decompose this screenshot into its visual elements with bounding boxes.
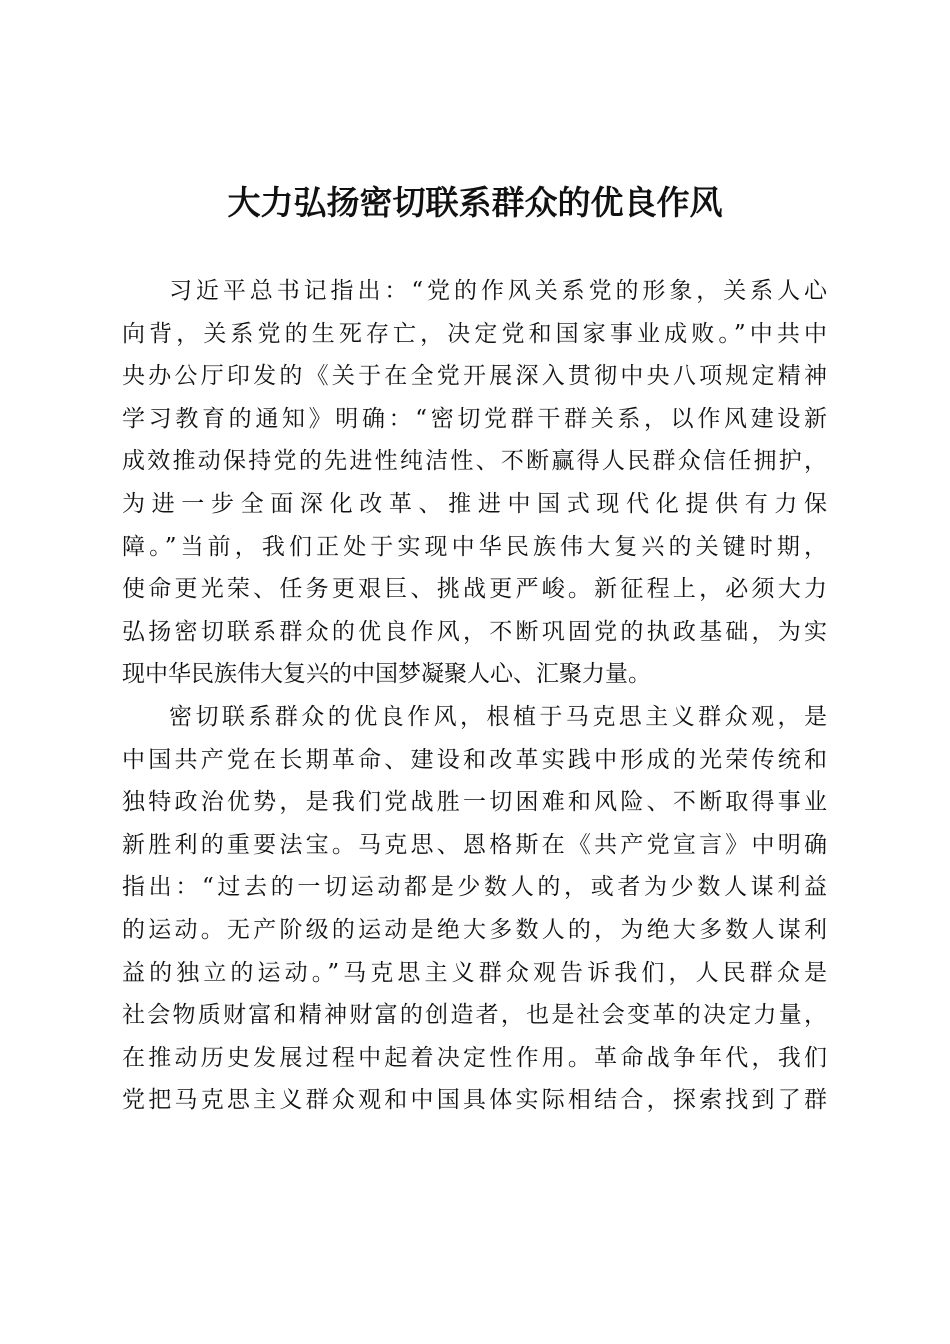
paragraph-2-line: 益的独立的运动。”马克思主义群众观告诉我们，人民群众是	[122, 959, 827, 986]
paragraph-1-line: 为进一步全面深化改革、推进中国式现代化提供有力保	[122, 490, 827, 517]
paragraph-2-line: 独特政治优势，是我们党战胜一切困难和风险、不断取得事业	[122, 789, 827, 816]
document-body	[122, 270, 827, 1122]
paragraph-2-line: 的运动。无产阶级的运动是绝大多数人的，为绝大多数人谋利	[122, 916, 827, 943]
paragraph-2-line: 中国共产党在长期革命、建设和改革实践中形成的光荣传统和	[122, 746, 827, 773]
paragraph-1-line: 障。”当前，我们正处于实现中华民族伟大复兴的关键时期，	[122, 533, 827, 560]
paragraph-1-line: 现中华民族伟大复兴的中国梦凝聚人心、汇聚力量。	[122, 661, 651, 688]
paragraph-2-line: 密切联系群众的优良作风，根植于马克思主义群众观，是	[169, 703, 827, 730]
paragraph-1-line: 成效推动保持党的先进性纯洁性、不断赢得人民群众信任拥护，	[122, 448, 827, 475]
paragraph-1-line: 习近平总书记指出：“党的作风关系党的形象，关系人心	[169, 278, 827, 304]
paragraph-2-line: 社会物质财富和精神财富的创造者，也是社会变革的决定力量，	[122, 1002, 827, 1029]
paragraph-1-line: 使命更光荣、任务更艰巨、挑战更严峻。新征程上，必须大力	[122, 576, 827, 603]
paragraph-2-line: 党把马克思主义群众观和中国具体实际相结合，探索找到了群	[122, 1087, 827, 1114]
paragraph-1-line: 弘扬密切联系群众的优良作风，不断巩固党的执政基础，为实	[122, 618, 827, 645]
paragraph-2-line: 在推动历史发展过程中起着决定性作用。革命战争年代，我们	[122, 1044, 827, 1071]
paragraph-1-line: 央办公厅印发的《关于在全党开展深入贯彻中央八项规定精神	[122, 363, 827, 390]
paragraph-2-line: 新胜利的重要法宝。马克思、恩格斯在《共产党宣言》中明确	[122, 831, 827, 858]
paragraph-1-line: 学习教育的通知》明确：“密切党群干群关系，以作风建设新	[122, 405, 827, 432]
document-title: 大力弘扬密切联系群众的优良作风	[227, 183, 723, 222]
paragraph-2-line: 指出：“过去的一切运动都是少数人的，或者为少数人谋利益	[122, 874, 827, 901]
paragraph-1-line: 向背，关系党的生死存亡，决定党和国家事业成败。”中共中	[122, 320, 827, 347]
